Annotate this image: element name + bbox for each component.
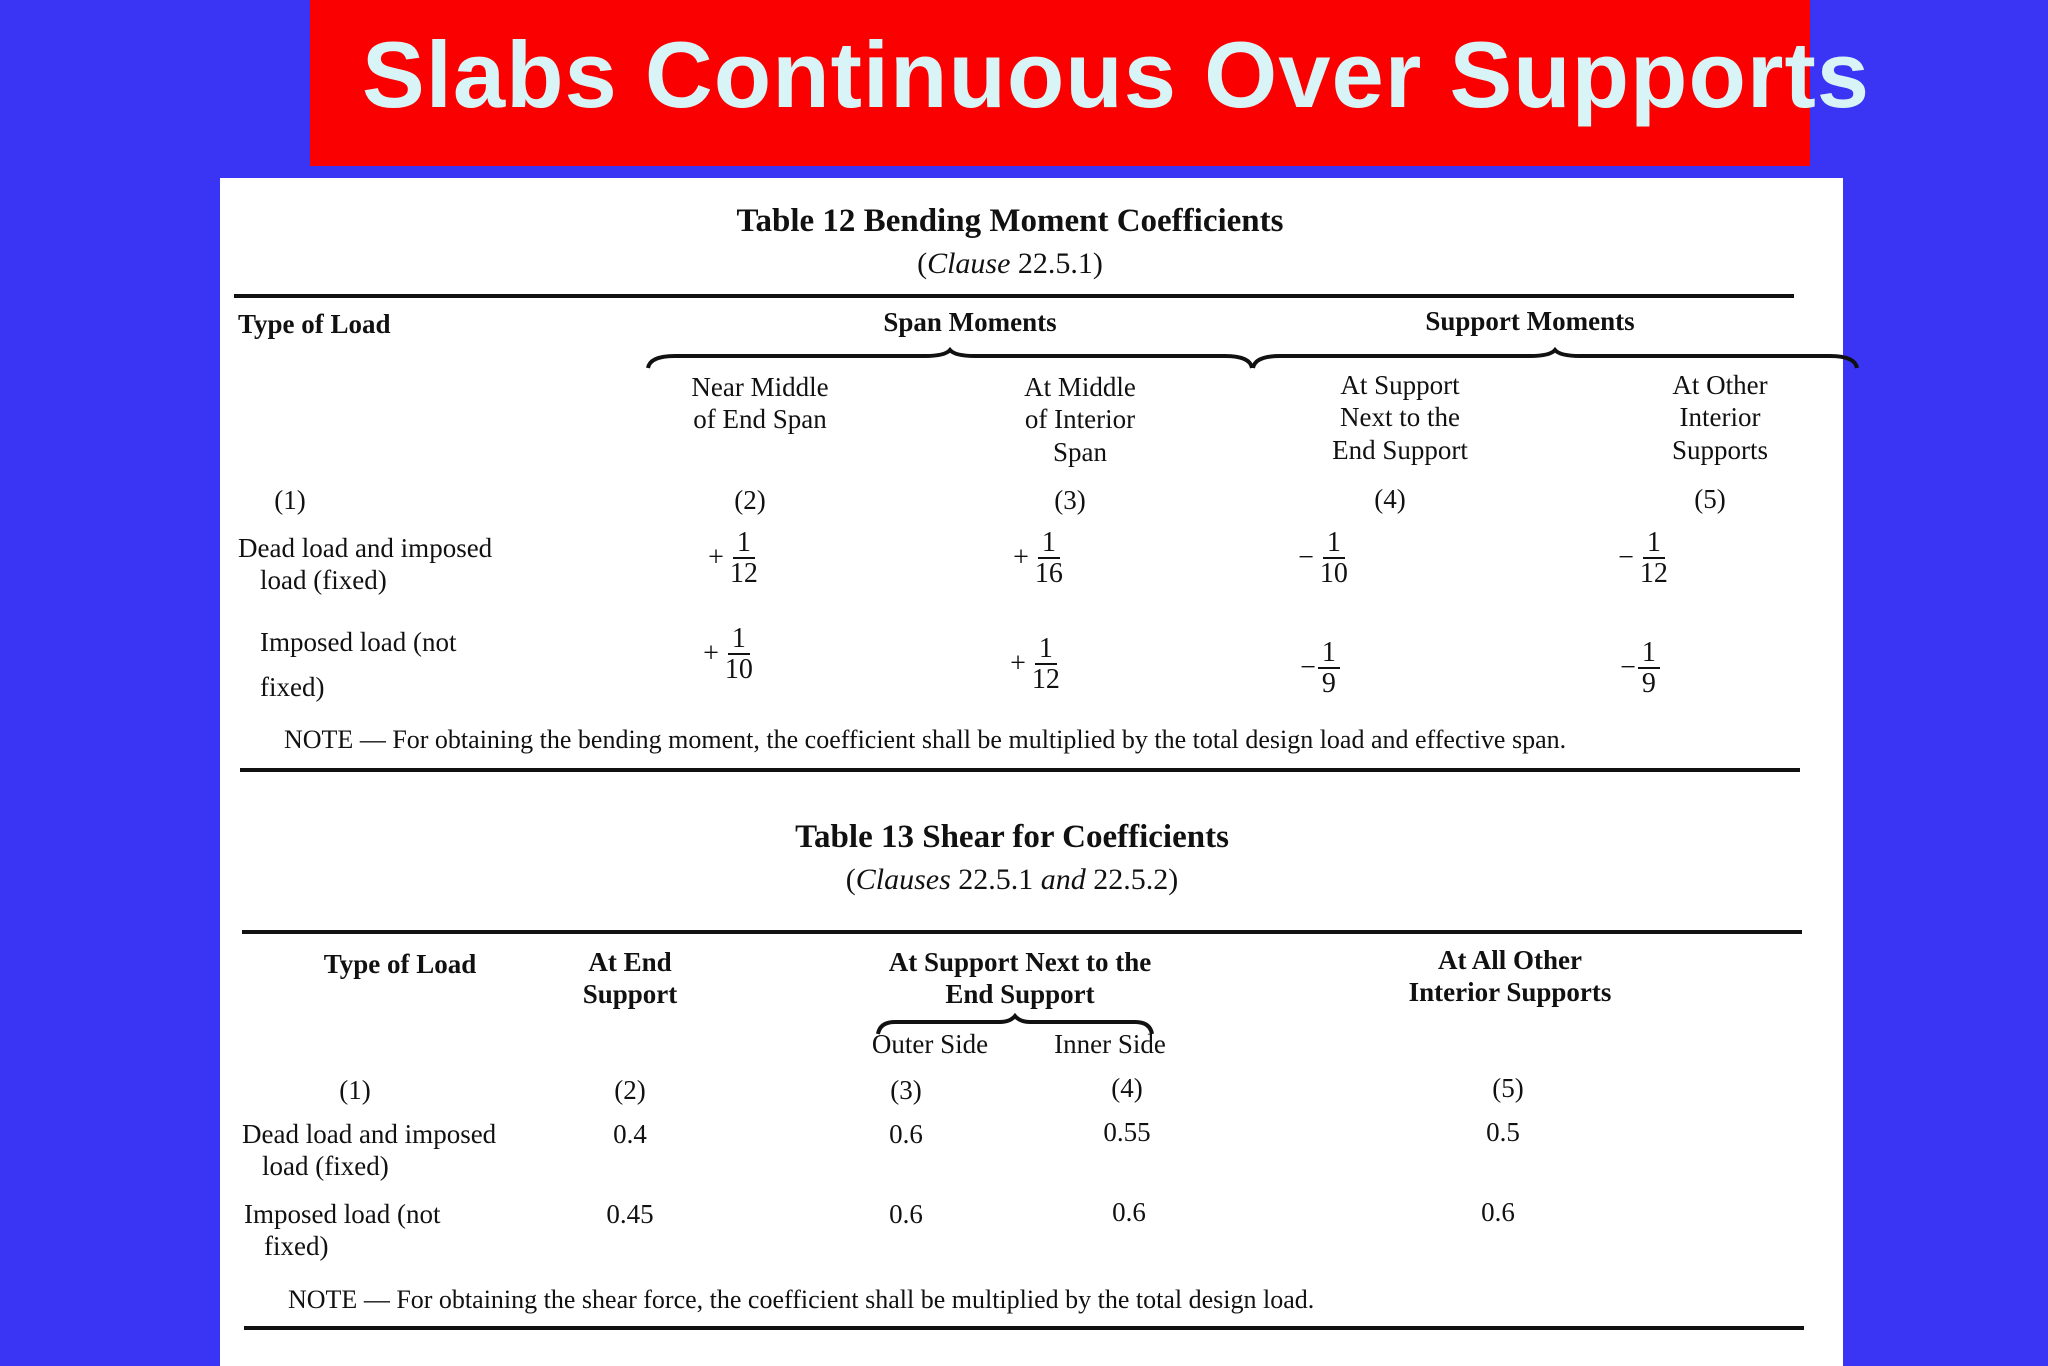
table-13-top-rule	[242, 930, 1802, 934]
t13-col-number: (1)	[339, 1075, 371, 1105]
t12-span-moments-brace	[645, 348, 1255, 370]
slide-title-bar	[310, 0, 1871, 166]
t12-row1-col3-value: + $\frac{1}{16}$	[1013, 527, 1063, 590]
t12-col-number: (5)	[1694, 484, 1726, 514]
t13-row1-col5-value: 0.5	[1486, 1117, 1520, 1147]
t13-row2-col3-value: 0.6	[889, 1199, 923, 1229]
t13-col34-header: At Support Next to the End Support	[888, 947, 1152, 1010]
t12-row1-col2-value: + $\frac{1}{12}$	[708, 527, 758, 590]
t13-type-of-load-header: Type of Load	[323, 949, 477, 979]
table-12-title: Table 12 Bending Moment Coefficients	[736, 203, 1284, 239]
t12-row2-label: Imposed load (not fixed)	[260, 627, 457, 702]
t13-col-number: (2)	[614, 1075, 646, 1105]
t12-col-number: (1)	[274, 485, 306, 515]
table-13-title: Table 13 Shear for Coefficients	[795, 819, 1229, 855]
t13-row2-col4-value: 0.6	[1112, 1197, 1146, 1227]
t12-col3-header: At Middle of Interior Span	[1024, 372, 1136, 467]
table-12-clause: (Clause 22.5.1)	[917, 247, 1103, 280]
t12-col5-header: At Other Interior Supports	[1671, 370, 1769, 465]
t12-note: NOTE — For obtaining the bending moment, the coefficient shall be multiplied by the total design load and effective span.	[284, 725, 1567, 754]
t12-col-number: (2)	[734, 485, 766, 515]
t13-col-number: (3)	[890, 1075, 922, 1105]
t13-row2-col5-value: 0.6	[1481, 1197, 1515, 1227]
table-13-bottom-rule	[244, 1326, 1804, 1330]
t13-col2-header: At End Support	[582, 947, 678, 1010]
t13-row2-label: Imposed load (not fixed)	[244, 1199, 441, 1262]
t12-row2-col3-value: + $\frac{1}{12}$	[1010, 633, 1060, 696]
t13-note: NOTE — For obtaining the shear force, the coefficient shall be multiplied by the total design load.	[288, 1285, 1315, 1314]
t12-col-number: (4)	[1374, 484, 1406, 514]
t12-row2-col2-value: + $\frac{1}{10}$	[703, 623, 753, 686]
t13-col-number: (5)	[1492, 1073, 1524, 1103]
t12-col2-header: Near Middle of End Span	[691, 372, 829, 435]
t13-row1-label: Dead load and imposed load (fixed)	[242, 1119, 497, 1182]
t13-col-number: (4)	[1111, 1073, 1143, 1103]
t12-row1-col4-value: − $\frac{1}{10}$	[1298, 527, 1348, 590]
table-13-clause: (Clauses 22.5.1 and 22.5.2)	[845, 863, 1179, 896]
t13-row2-col2-value: 0.45	[606, 1199, 654, 1229]
t12-type-of-load-header: Type of Load	[238, 309, 391, 339]
t13-col5-header: At All Other Interior Supports	[1408, 945, 1612, 1008]
t12-col-number: (3)	[1054, 485, 1086, 515]
t12-row1-col5-value: − $\frac{1}{12}$	[1618, 527, 1668, 590]
table-12-bottom-rule	[240, 768, 1800, 772]
t12-row2-col4-value: − $\frac{1}{9}$	[1245, 638, 1395, 699]
t13-inner-side-header: Inner Side	[1054, 1029, 1166, 1059]
t12-support-moments-header: Support Moments	[1425, 306, 1635, 336]
t13-outer-side-header: Outer Side	[871, 1029, 989, 1059]
t13-row1-col3-value: 0.6	[889, 1119, 923, 1149]
slide-title: Slabs Continuous Over Supports	[362, 22, 1871, 127]
document-image	[220, 178, 1843, 1366]
t12-support-moments-brace	[1250, 348, 1860, 370]
table-12-top-rule	[234, 294, 1794, 298]
t12-row1-label: Dead load and imposed load (fixed)	[238, 533, 493, 596]
t12-col4-header: At Support Next to the End Support	[1332, 370, 1468, 465]
t12-row2-col5-value: − $\frac{1}{9}$	[1565, 638, 1715, 699]
t12-span-moments-header: Span Moments	[883, 307, 1057, 337]
t13-row1-col2-value: 0.4	[613, 1119, 647, 1149]
t13-row1-col4-value: 0.55	[1103, 1117, 1151, 1147]
